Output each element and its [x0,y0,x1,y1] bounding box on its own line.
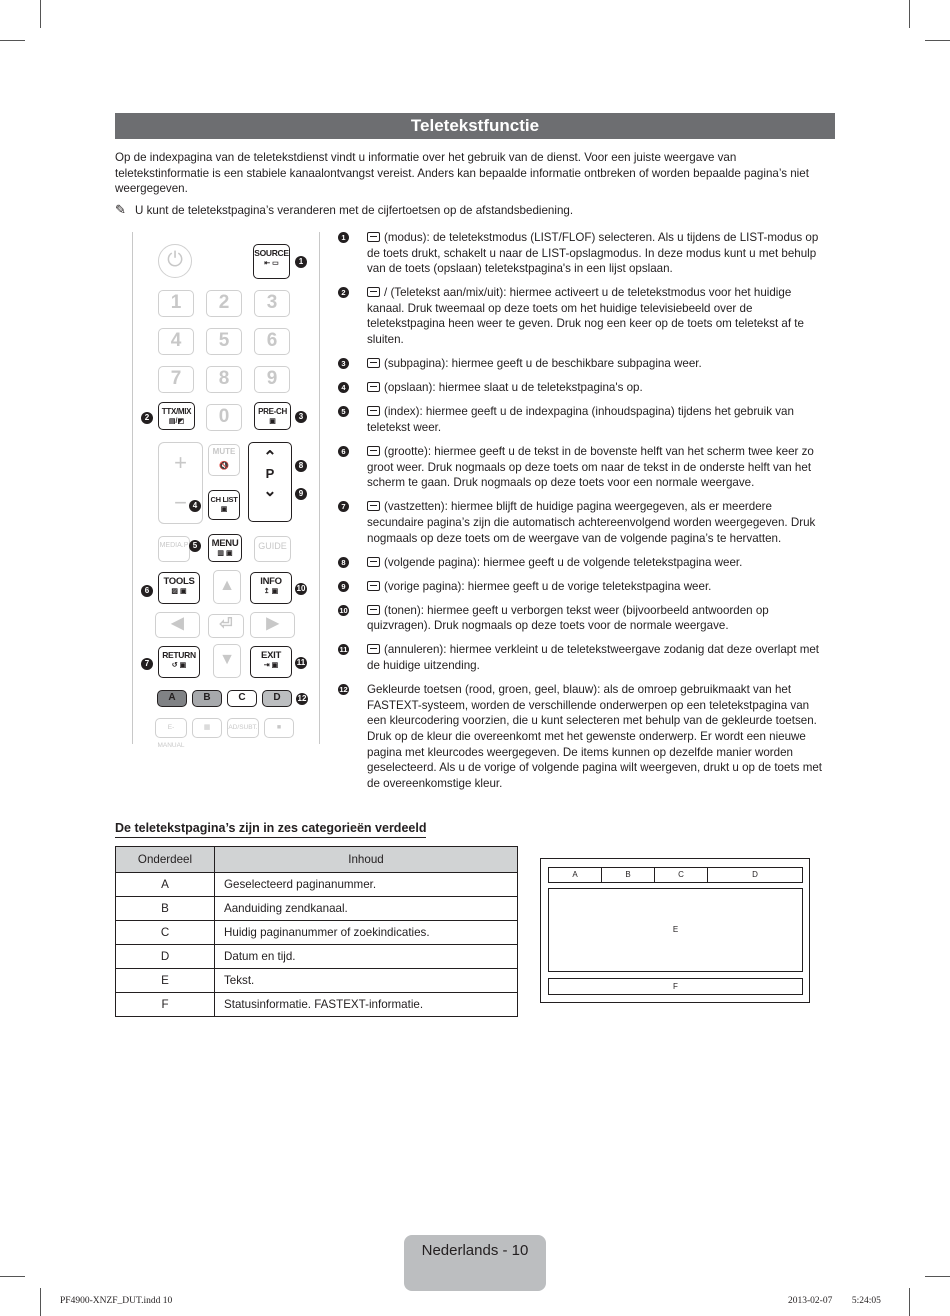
ttx-label: TTX/MIX [161,407,192,416]
media-button: MEDIA.P [158,536,190,562]
list-item [338,230,828,277]
crop-mark [909,0,910,28]
stop-icon: ■ [264,718,294,738]
previous-page-icon [367,581,380,591]
table-header-row [116,847,518,873]
intro-paragraph: Op de indexpagina van de teletekstdienst vindt u informatie over het gebruik van de dienst. Voor een juiste weergave van teletekstinformatie is een stabiele kanaalontvangst vereist. Anders kan bepaalde informatie ontbreken of worden bepaalde pagina’s niet weergegeven. [115,151,809,196]
cell-part: C [116,921,215,945]
digit-0: 0 [206,404,242,431]
mode-icon [367,232,380,242]
index-icon [367,406,380,416]
next-page-icon [367,557,380,567]
remote-control [132,232,320,749]
cell-part: A [116,873,215,897]
teletext-icon [367,287,380,297]
cell-content: Geselecteerd paginanummer. [215,873,518,897]
callout-4: 4 [189,500,201,512]
cell-content: Tekst. [215,969,518,993]
list-item [338,380,828,396]
ad-subt-button: AD/SUBT. [227,718,259,738]
table-row [116,993,518,1017]
digit-9: 9 [254,366,290,393]
file-slug: PF4900-XNZF_DUT.indd 10 [60,1296,173,1306]
guide-button: GUIDE [254,536,291,562]
callout-11: 11 [296,658,306,667]
hold-icon: ↺ ▣ [171,662,187,669]
item-text: (annuleren): hiermee verkleint u de teletekstweergave zodanig dat deze overlapt met de huidige uitzending. [367,643,820,673]
index-icon: ▥ ▣ [217,550,233,557]
item-number: 12 [339,685,348,695]
digit-2: 2 [206,290,242,317]
list-item [338,579,828,595]
return-label: RETURN [162,650,196,660]
list-item [338,642,828,673]
table-row [116,945,518,969]
item-text: / (Teletekst aan/mix/uit): hiermee activeert u de teletekstmodus voor het huidige kanaal. Druk tweemaal op deze toets om het huidige televisiebeeld over de teletekstpagina heen weer te geven. Druk nog een keer op de toets om teletekst af te sluiten. [367,286,804,347]
note [115,202,830,219]
region-d: D [707,867,803,883]
page-number: Nederlands - 10 [404,1235,546,1291]
channel-rocker [248,442,292,522]
chevron-up-icon: ⌃ [263,449,277,466]
crop-mark [925,40,950,41]
item-number: 10 [339,605,348,615]
pre-ch-button [254,402,291,430]
color-key-d: D [262,690,292,707]
return-button [158,646,200,678]
crop-mark [40,0,41,28]
item-text: (grootte): hiermee geeft u de tekst in de bovenste helft van het scherm twee keer zo groot weer. Druk nogmaals op deze toets om naar de tekst in de onderste helft van het scherm te gaan. Druk nogmaals op deze toets voor een normale weergave. [367,445,814,490]
digit-6: 6 [254,328,290,355]
mute-icon: 🔇 [219,461,229,470]
cell-part: B [116,897,215,921]
callout-7: 7 [141,658,153,670]
source-button [253,244,290,279]
list-item [338,603,828,634]
item-number: 2 [338,287,349,298]
item-text: (modus): de teletekstmodus (LIST/FLOF) selecteren. Als u tijdens de LIST-modus op de toets drukt, schakelt u naar de LIST-opslagmodus. In deze modus kunt u met behulp van de toets (opslaan) teletekstpagina's in een lijst opslaan. [367,231,819,276]
item-number: 3 [338,358,349,369]
date-slug: 2013-02-07 ￿￿ 5:24:05 [788,1296,881,1306]
cell-part: D [116,945,215,969]
crop-mark [925,1276,950,1277]
list-item [338,682,828,791]
exit-button [250,646,292,678]
menu-button [208,534,242,562]
p-label: P [265,466,275,481]
item-number: 9 [338,581,349,592]
table-row [116,897,518,921]
note-text: U kunt de teletekstpagina’s veranderen met de cijfertoetsen op de afstandsbediening. [135,204,574,217]
chlist-label: CH LIST [210,495,238,504]
table-row [116,873,518,897]
table-row [116,969,518,993]
cell-part: F [116,993,215,1017]
cell-content: Statusinformatie. FASTEXT-informatie. [215,993,518,1017]
item-text: (tonen): hiermee geeft u verborgen tekst weer (bijvoorbeeld antwoorden op quizvragen). Druk nogmaals op deze toets voor de normale weergave. [367,603,769,633]
up-arrow-button: ▲ [213,570,241,604]
list-item [338,285,828,347]
picture-icon: ▦ [192,718,222,738]
callout-2: 2 [141,412,153,424]
section-title: De teletekstpagina’s zijn in zes categorieën verdeeld [115,821,426,838]
teletext-screen-diagram [540,858,810,1003]
callout-10: 10 [296,584,306,593]
tools-label: TOOLS [163,576,195,587]
ttx-mix-button [158,402,195,430]
hold-icon [367,501,380,511]
down-arrow-button: ▼ [213,644,241,678]
cell-content: Huidig paginanummer of zoekindicaties. [215,921,518,945]
ch-list-button [208,490,240,520]
region-f: F [548,978,803,995]
digit-1: 1 [158,290,194,317]
callout-9: 9 [295,488,307,500]
crop-mark [909,1288,910,1316]
item-number: 8 [338,557,349,568]
list-item [338,499,828,546]
item-text: (index): hiermee geeft u de indexpagina (inhoudspagina) tijdens het gebruik van teletekst weer. [367,405,794,434]
item-number: 11 [339,645,348,655]
color-key-c: C [227,690,257,707]
item-number: 1 [338,232,349,243]
table-row [116,921,518,945]
callout-6: 6 [141,585,153,597]
region-c: C [654,867,708,883]
enter-button: ⏎ [208,614,244,638]
cell-content: Datum en tijd. [215,945,518,969]
size-icon [367,446,380,456]
reveal-icon: ↥ ▣ [263,588,279,595]
mute-label: MUTE [212,447,236,456]
ttx-icon: ▤/◩ [168,418,185,425]
callout-8: 8 [295,460,307,472]
cell-content: Aanduiding zendkanaal. [215,897,518,921]
digit-5: 5 [206,328,242,355]
subpage-icon [367,358,380,368]
power-icon: ⏻ [158,244,192,278]
pencil-icon: ✎ [115,202,126,217]
item-text: (vastzetten): hiermee blijft de huidige pagina weergegeven, als er meerdere secundaire pagina’s zijn die automatisch achtereenvolgend worden weergegeven. Druk nogmaals op deze toets om de weergave van de volgende pagina’s te hervatten. [367,500,816,545]
item-text: (subpagina): hiermee geeft u de beschikbare subpagina weer. [384,357,702,371]
region-b: B [601,867,655,883]
subpage-icon: ▣ [269,418,276,425]
callout-5: 5 [189,540,201,552]
cell-part: E [116,969,215,993]
item-text: (volgende pagina): hiermee geeft u de volgende teletekstpagina weer. [384,555,743,569]
region-e: E [548,888,803,972]
source-label: SOURCE [254,248,289,258]
cancel-icon [367,644,380,654]
item-number: 6 [338,446,349,457]
callout-3: 3 [295,411,307,423]
volume-rocker: + − [158,442,203,524]
column-header: Inhoud [215,847,518,873]
info-button [250,572,292,604]
prech-label: PRE-CH [258,407,287,416]
item-number: 5 [338,406,349,417]
store-icon: ▣ [220,506,228,513]
list-item [338,444,828,491]
digit-3: 3 [254,290,290,317]
digit-7: 7 [158,366,194,393]
callout-1: 1 [295,256,307,268]
list-item [338,356,828,372]
left-arrow-button: ◀ [155,612,200,638]
digit-4: 4 [158,328,194,355]
tools-button [158,572,200,604]
exit-label: EXIT [261,650,281,661]
crop-mark [0,1276,25,1277]
chevron-down-icon: ⌄ [263,483,277,500]
list-item [338,555,828,571]
store-icon [367,382,380,392]
categories-table [115,846,518,1017]
source-icon: ⇤ ▭ [264,260,279,267]
e-manual-button: E-MANUAL [155,718,187,738]
item-number: 7 [338,501,349,512]
item-list [338,230,828,800]
mute-button [208,444,240,476]
page-title: Teletekstfunctie [115,113,835,139]
item-text: (vorige pagina): hiermee geeft u de vorige teletekstpagina weer. [384,579,712,593]
item-number: 4 [338,382,349,393]
info-label: INFO [260,576,282,587]
item-text: Gekleurde toetsen (rood, groen, geel, blauw): als de omroep gebruikmaakt van het FASTEXT-systeem, worden de verschillende onderwerpen op een teletekstpagina van een kleurcodering voorzien, die u kunt selecteren met behulp van de gekleurde toetsen. Druk op de kleur die overeenkomt met het gewenste onderwerp. Er wordt een nieuwe pagina met kleurcodes weergegeven. De items kunnen op dezelfde manier worden geselecteerd. Als u de vorige of volgende pagina wilt weergeven, drukt u op de toets met de overeenkomstige kleur. [367,683,823,790]
right-arrow-button: ▶ [250,612,295,638]
color-key-a: A [157,690,187,707]
crop-mark [40,1288,41,1316]
cancel-icon: ⇥ ▣ [263,662,279,669]
item-text: (opslaan): hiermee slaat u de teletekstpagina's op. [384,381,643,395]
reveal-icon [367,605,380,615]
callout-12: 12 [297,694,307,703]
list-item [338,404,828,435]
crop-mark [0,40,25,41]
region-a: A [548,867,602,883]
digit-8: 8 [206,366,242,393]
size-icon: ▨ ▣ [171,588,187,595]
column-header: Onderdeel [116,847,215,873]
menu-label: MENU [211,538,239,549]
color-key-b: B [192,690,222,707]
